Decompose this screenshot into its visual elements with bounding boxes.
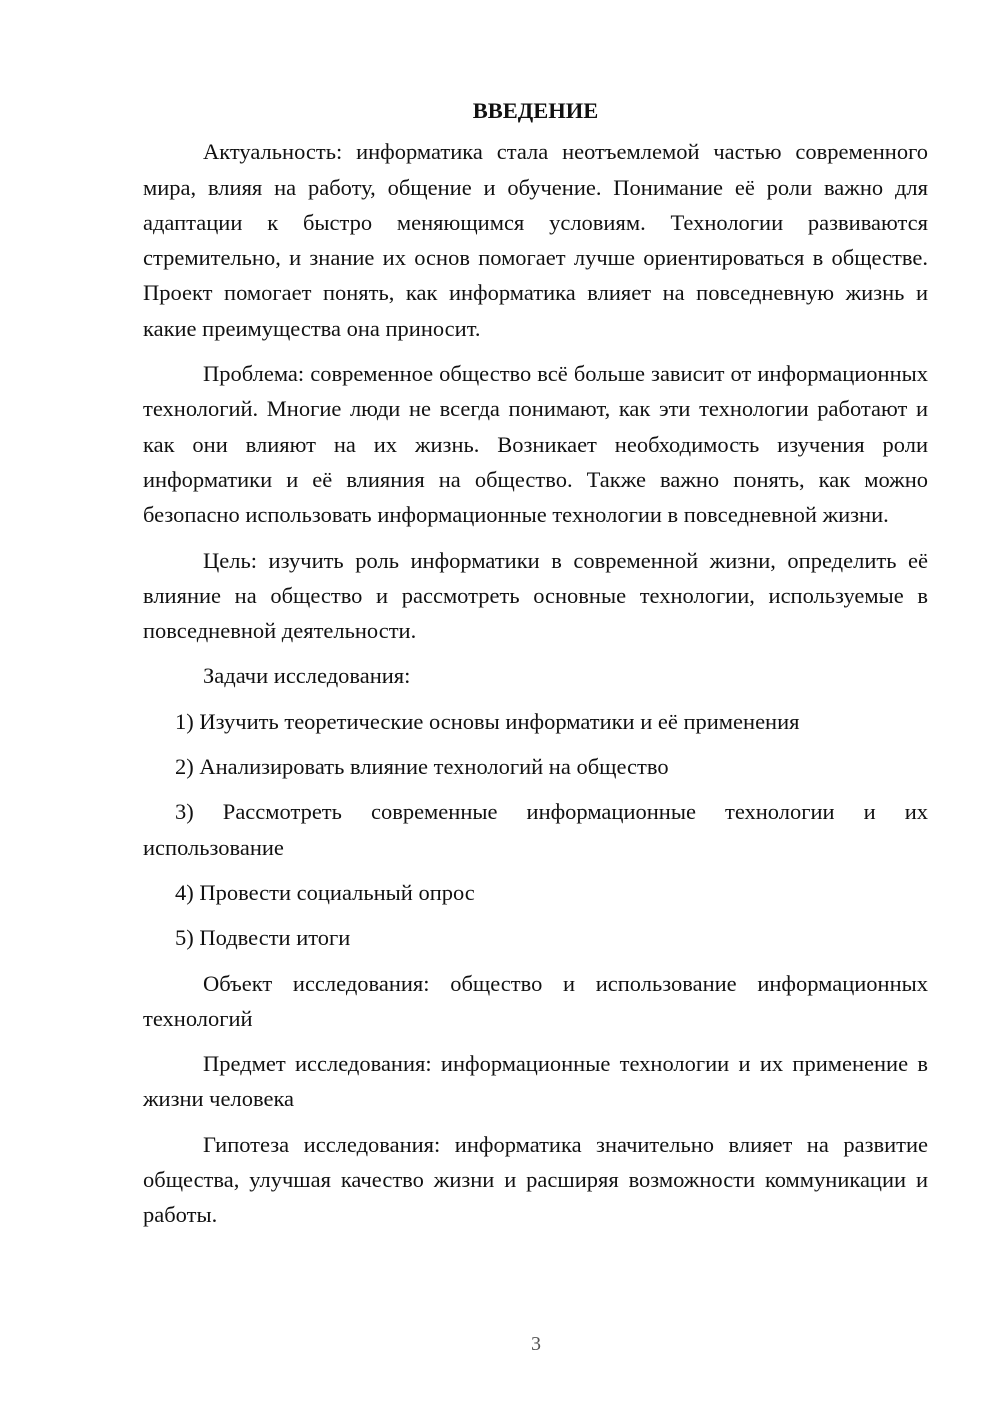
paragraph-object: Объект исследования: общество и использование информационных технологий: [143, 970, 928, 1031]
tasks-list: [143, 704, 928, 956]
paragraph-subject: Предмет исследования: информационные технологии и их применение в жизни человека: [143, 1051, 928, 1112]
section-title: ВВЕДЕНИЕ: [472, 98, 599, 123]
paragraph-relevance: Актуальность: информатика стала неотъемлемой частью современного мира, влияя на работу, общение и обучение. Понимание её роли важно для адаптации к быстро меняющимся условиям. Технологии развиваются стремительно, и знание их основ помогает лучше ориентироваться в обществе. Проект помогает понять, как информатика влияет на повседневную жизнь и какие преимущества она приносит.: [143, 139, 928, 341]
document-page: [143, 93, 928, 1243]
paragraph-problem: Проблема: современное общество всё больше зависит от информационных технологий. Многие люди не всегда понимают, как эти технологии работают и как они влияют на их жизнь. Возникает необходимость изучения роли информатики и её влияния на общество. Также важно понять, как можно безопасно использовать информационные технологии в повседневной жизни.: [143, 361, 928, 528]
paragraph-goal: Цель: изучить роль информатики в современной жизни, определить её влияние на общество и рассмотреть основные технологии, используемые в повседневной деятельности.: [143, 547, 928, 644]
page-number: 3: [531, 1333, 541, 1355]
list-item: 5) Подвести итоги: [175, 925, 351, 951]
tasks-heading: Задачи исследования:: [203, 663, 411, 689]
list-item: 4) Провести социальный опрос: [175, 879, 475, 905]
list-item: 3) Рассмотреть современные информационные технологии и их использование: [143, 799, 928, 860]
list-item: 1) Изучить теоретические основы информатики и её применения: [175, 708, 800, 734]
paragraph-hypothesis: Гипотеза исследования: информатика значительно влияет на развитие общества, улучшая качество жизни и расширяя возможности коммуникации и работы.: [143, 1131, 928, 1228]
list-item: 2) Анализировать влияние технологий на общество: [175, 754, 669, 780]
